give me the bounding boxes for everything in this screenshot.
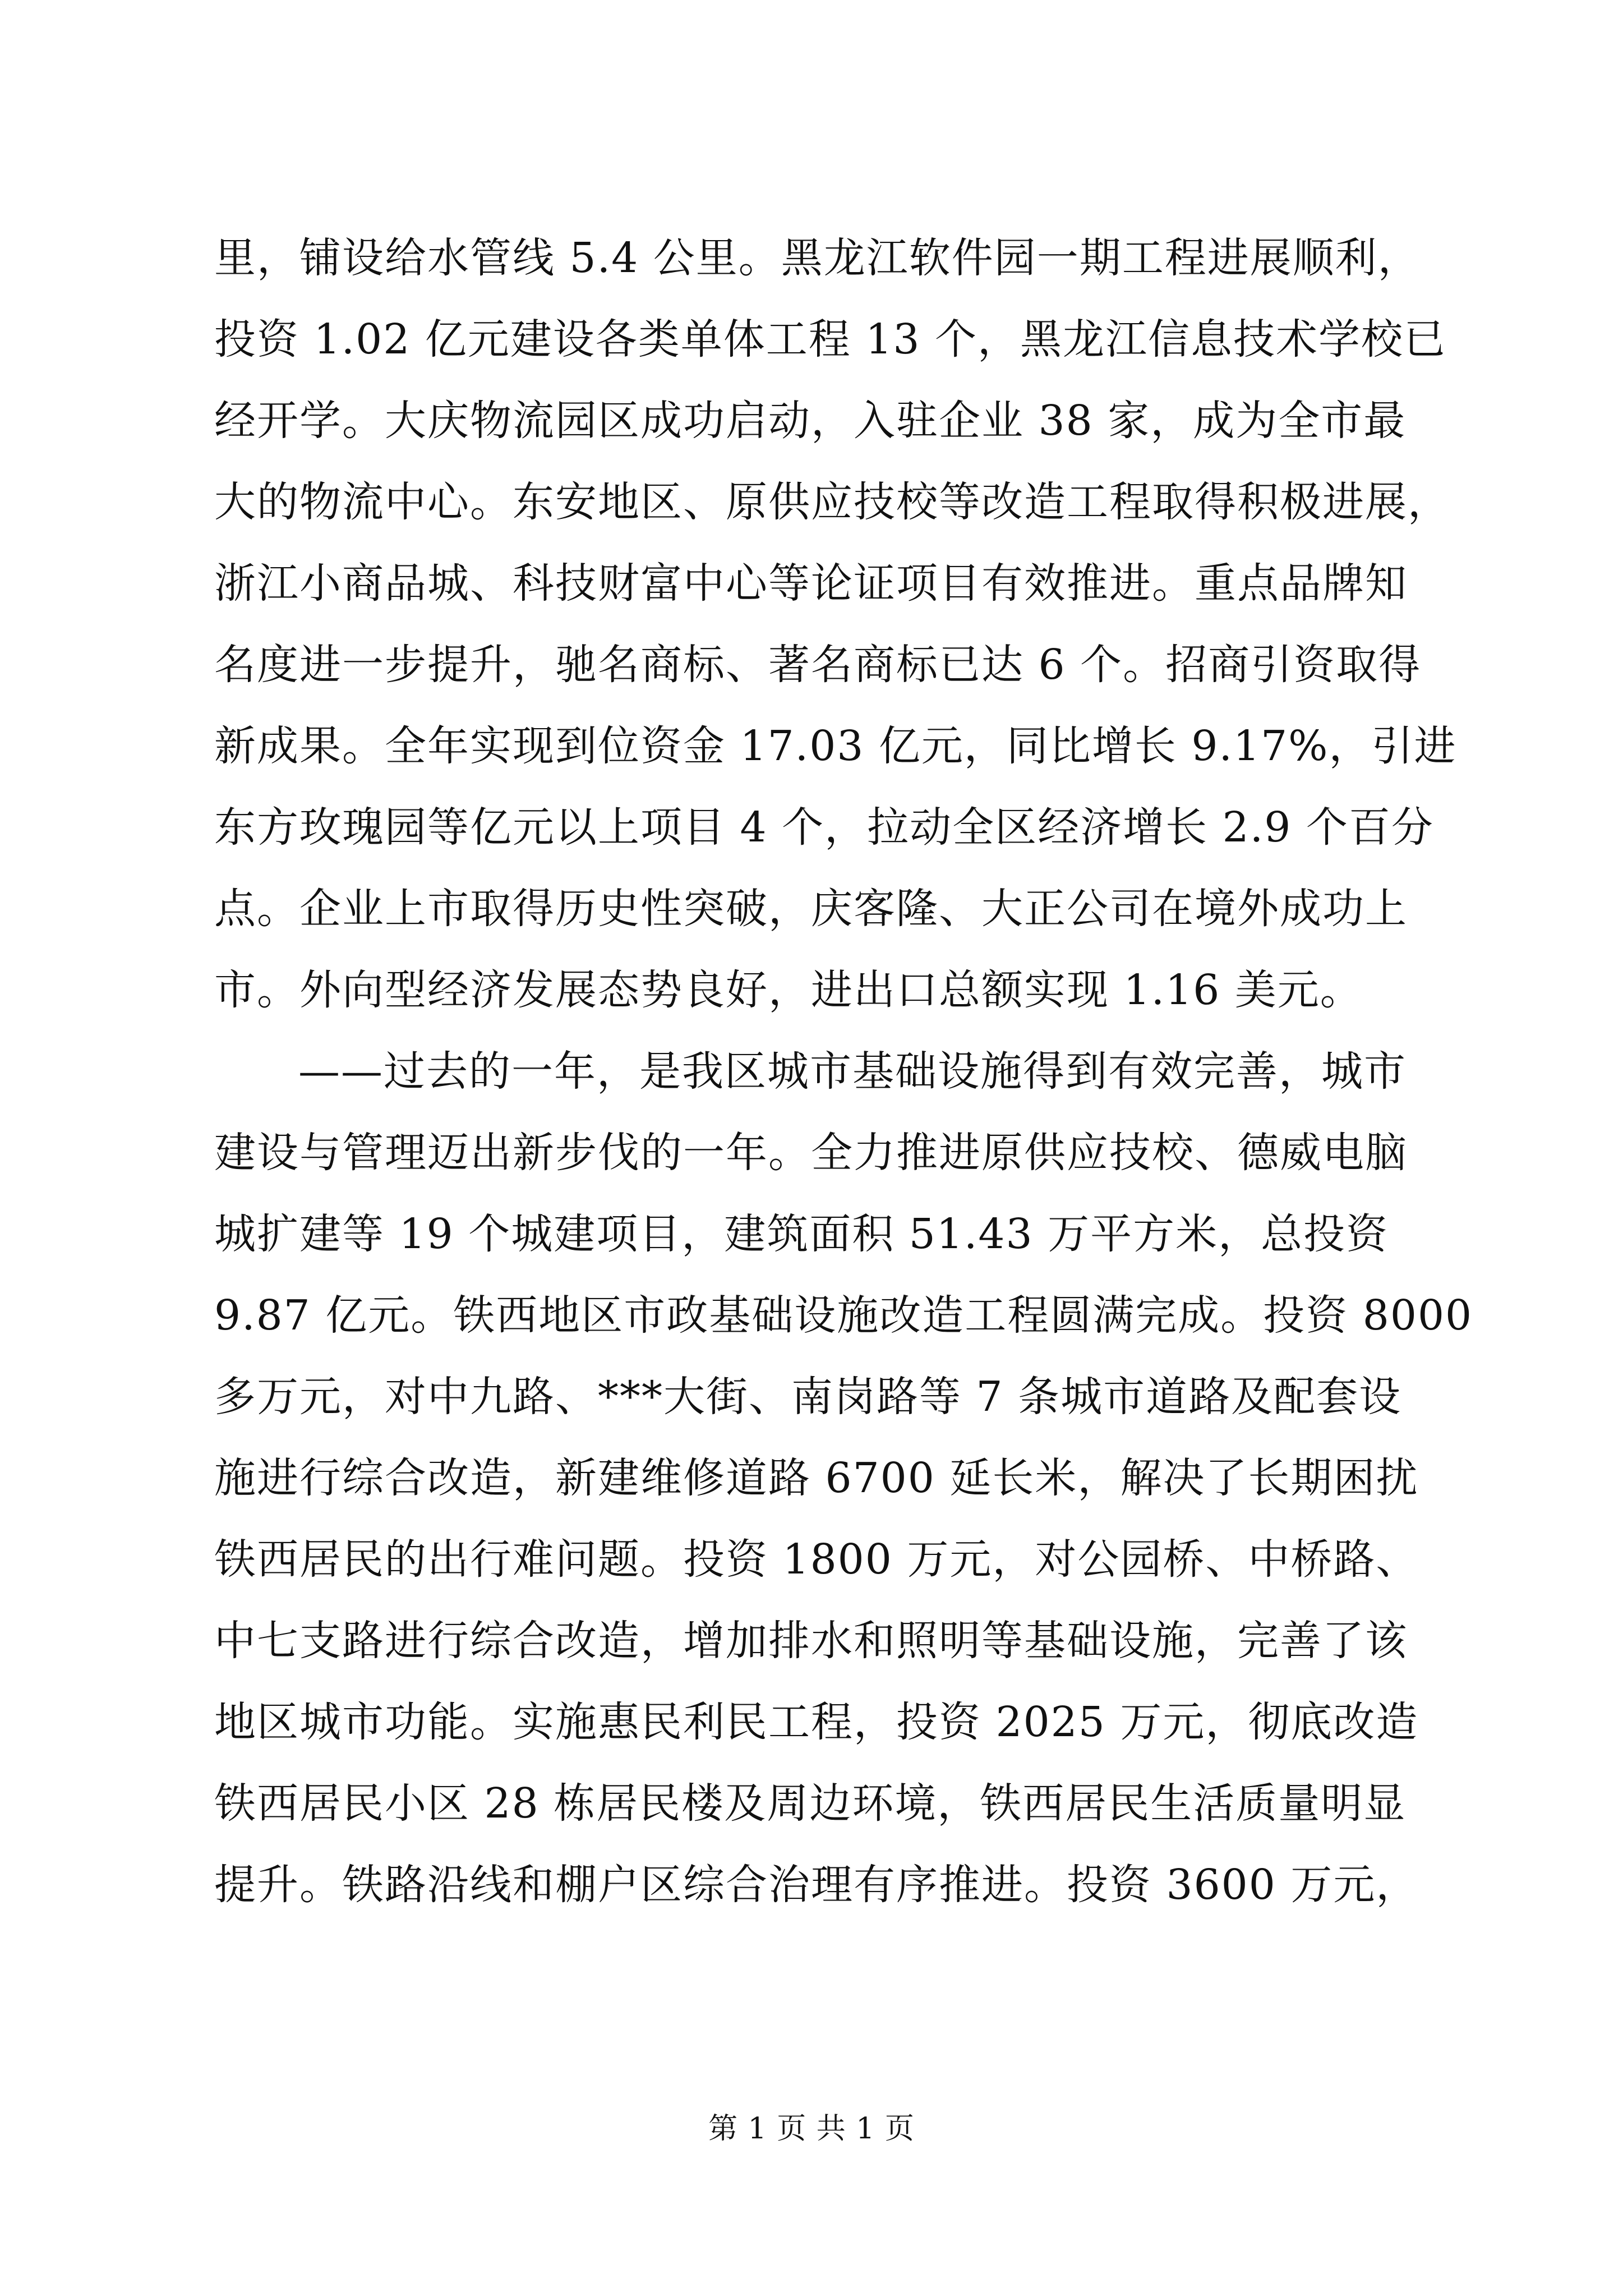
text-line: 名度进一步提升，驰名商标、著名商标已达 6 个。招商引资取得 bbox=[214, 641, 1422, 689]
text-line: 大的物流中心。东安地区、原供应技校等改造工程取得积极进展， bbox=[214, 478, 1450, 526]
text-line: 铁西居民小区 28 栋居民楼及周边环境，铁西居民生活质量明显 bbox=[214, 1779, 1407, 1828]
text-line: 东方玫瑰园等亿元以上项目 4 个，拉动全区经济增长 2.9 个百分 bbox=[214, 803, 1434, 852]
text-line: 多万元，对中九路、***大街、南岗路等 7 条城市道路及配套设 bbox=[214, 1373, 1402, 1421]
text-line: 投资 1.02 亿元建设各类单体工程 13 个，黑龙江信息技术学校已 bbox=[214, 315, 1447, 364]
text-line: 经开学。大庆物流园区成功启动，入驻企业 38 家，成为全市最 bbox=[214, 397, 1407, 445]
text-line: 市。外向型经济发展态势良好，进出口总额实现 1.16 美元。 bbox=[214, 966, 1363, 1014]
text-line: 提升。铁路沿线和棚户区综合治理有序推进。投资 3600 万元， bbox=[214, 1861, 1419, 1909]
text-line: 点。企业上市取得历史性突破，庆客隆、大正公司在境外成功上 bbox=[214, 885, 1408, 933]
page-number-label: 第 1 页 共 1 页 bbox=[708, 2112, 915, 2146]
paragraph-start-line: ——过去的一年，是我区城市基础设施得到有效完善，城市 bbox=[298, 1047, 1407, 1096]
text-line: 新成果。全年实现到位资金 17.03 亿元，同比增长 9.17%，引进 bbox=[214, 722, 1457, 770]
page-footer bbox=[0, 2106, 1623, 2151]
text-line: 中七支路进行综合改造，增加排水和照明等基础设施，完善了该 bbox=[214, 1617, 1408, 1665]
text-line: 建设与管理迈出新步伐的一年。全力推进原供应技校、德威电脑 bbox=[214, 1129, 1408, 1177]
text-line: 浙江小商品城、科技财富中心等论证项目有效推进。重点品牌知 bbox=[214, 559, 1408, 608]
text-line: 里，铺设给水管线 5.4 公里。黑龙江软件园一期工程进展顺利， bbox=[214, 234, 1421, 282]
text-line: 铁西居民的出行难问题。投资 1800 万元，对公园桥、中桥路、 bbox=[214, 1535, 1419, 1584]
body-text bbox=[214, 218, 1473, 1926]
text-line: 9.87 亿元。铁西地区市政基础设施改造工程圆满完成。投资 8000 bbox=[214, 1291, 1473, 1340]
text-line: 地区城市功能。实施惠民利民工程，投资 2025 万元，彻底改造 bbox=[214, 1698, 1419, 1746]
text-line: 城扩建等 19 个城建项目，建筑面积 51.43 万平方米，总投资 bbox=[214, 1210, 1389, 1258]
text-line: 施进行综合改造，新建维修道路 6700 延长米，解决了长期困扰 bbox=[214, 1454, 1419, 1502]
